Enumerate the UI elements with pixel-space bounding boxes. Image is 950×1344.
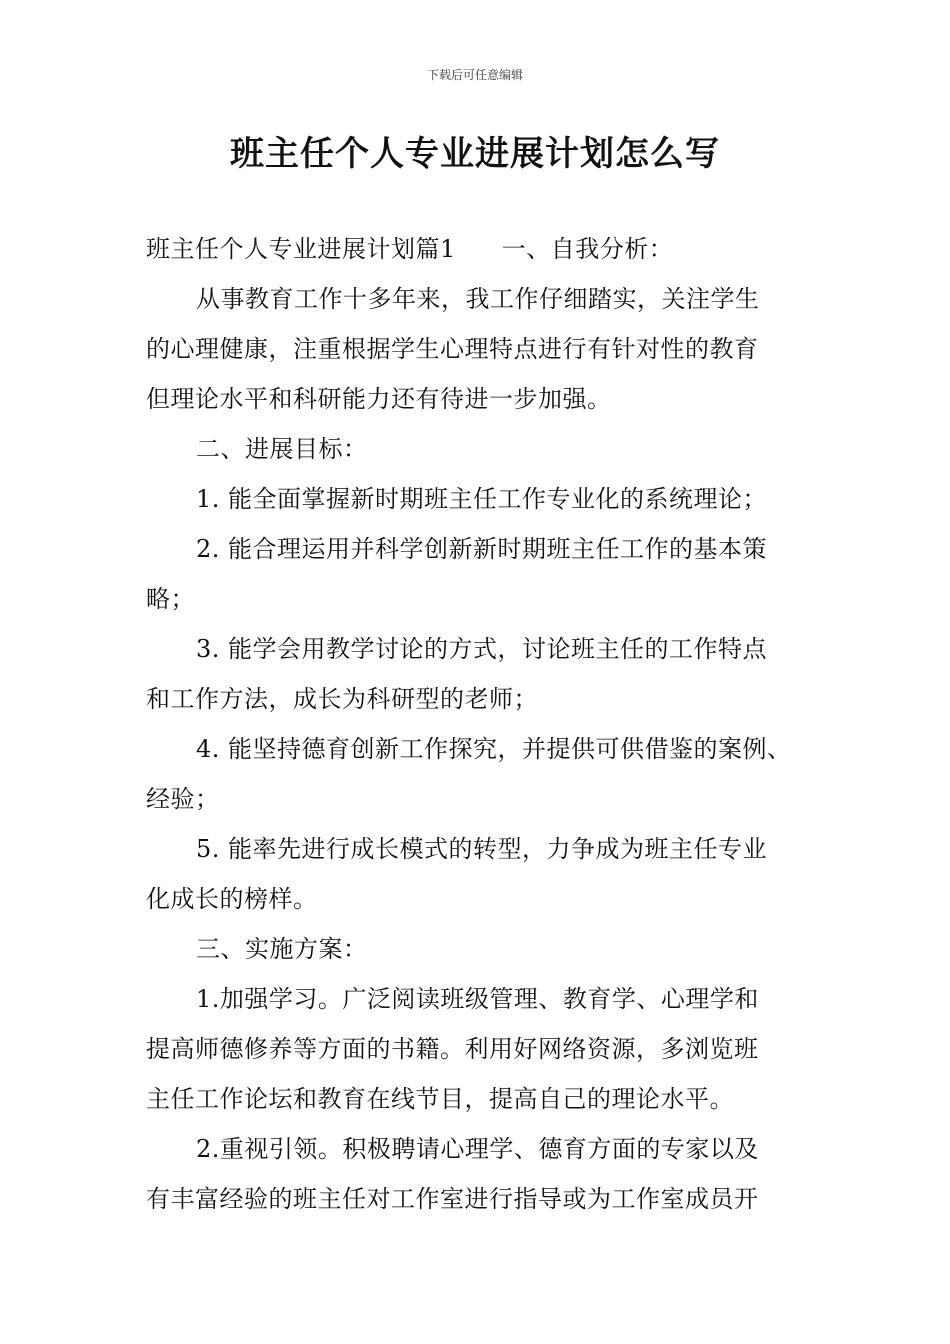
paragraph-line: 的心理健康，注重根据学生心理特点进行有针对性的教育 — [146, 335, 759, 363]
goal-item-2: 2. 能合理运用并科学创新新时期班主任工作的基本策 — [196, 535, 768, 563]
section-heading-goals: 二、进展目标： — [196, 435, 368, 463]
goal-item-3: 3. 能学会用教学讨论的方式，讨论班主任的工作特点 — [196, 635, 768, 663]
section-heading-plan: 三、实施方案： — [196, 935, 368, 963]
goal-item-4: 4. 能坚持德育创新工作探究，并提供可供借鉴的案例、 — [196, 735, 792, 763]
paragraph-line: 从事教育工作十多年来，我工作仔细踏实，关注学生 — [196, 285, 760, 313]
goal-item-5-cont: 化成长的榜样。 — [146, 885, 318, 913]
plan-item-1: 1.加强学习。广泛阅读班级管理、教育学、心理学和 — [196, 985, 759, 1013]
plan-item-1-cont: 提高师德修养等方面的书籍。利用好网络资源，多浏览班 — [146, 1035, 759, 1063]
article-subtitle: 班主任个人专业进展计划篇1 — [146, 235, 456, 263]
header-note: 下载后可任意编辑 — [426, 68, 523, 82]
goal-item-4-cont: 经验； — [146, 785, 220, 813]
article-subtitle-line — [146, 232, 673, 266]
section-heading-self-analysis: 一、自我分析： — [501, 235, 674, 263]
goal-item-1: 1. 能全面掌握新时期班主任工作专业化的系统理论； — [196, 485, 768, 513]
plan-item-1-cont: 主任工作论坛和教育在线节目，提高自己的理论水平。 — [146, 1085, 734, 1113]
plan-item-2-cont: 有丰富经验的班主任对工作室进行指导或为工作室成员开 — [146, 1185, 759, 1213]
plan-item-2: 2.重视引领。积极聘请心理学、德育方面的专家以及 — [196, 1135, 759, 1163]
goal-item-3-cont: 和工作方法，成长为科研型的老师； — [146, 685, 538, 713]
goal-item-2-cont: 略； — [146, 585, 195, 613]
paragraph-line: 但理论水平和科研能力还有待进一步加强。 — [146, 385, 612, 413]
goal-item-5: 5. 能率先进行成长模式的转型，力争成为班主任专业 — [196, 835, 768, 863]
document-title: 班主任个人专业进展计划怎么写 — [230, 134, 720, 174]
